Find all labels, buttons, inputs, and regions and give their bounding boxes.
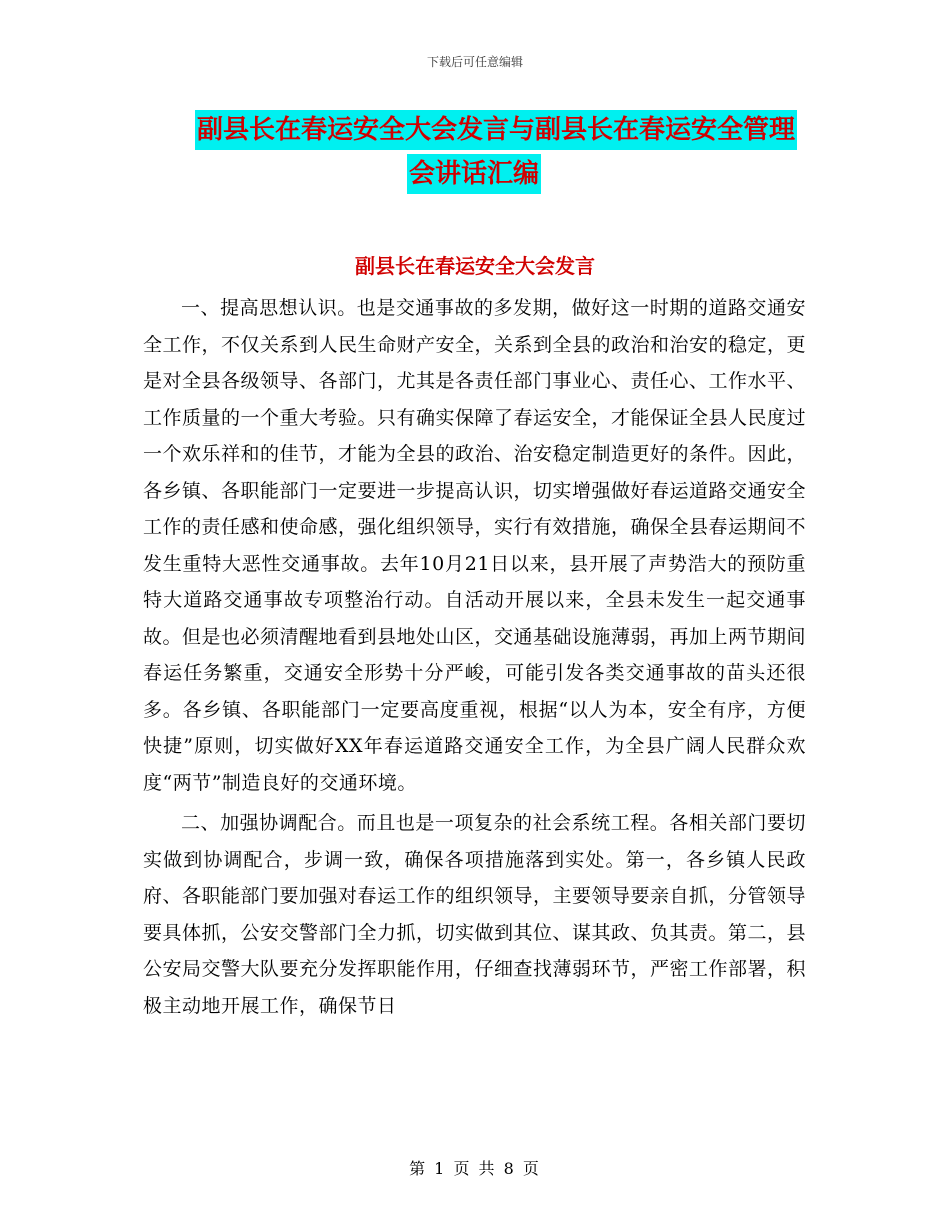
title-line-1: 副县长在春运安全大会发言与副县长在春运安全管理 (195, 110, 797, 150)
paragraph-1: 一、提高思想认识。也是交通事故的多发期，做好这一时期的道路交通安全工作，不仅关系到人民生命财产安全，关系到全县的政治和治安的稳定，更是对全县各级领导、各部门，尤其是各责任部门事业心、责任心、工作水平、工作质量的一个重大考验。只有确实保障了春运安全，才能保证全县人民度过一个欢乐祥和的佳节，才能为全县的政治、治安稳定制造更好的条件。因此，各乡镇、各职能部门一定要进一步提高认识，切实增强做好春运道路交通安全工作的责任感和使命感，强化组织领导，实行有效措施，确保全县春运期间不发生重特大恶性交通事故。去年10月21日以来，县开展了声势浩大的预防重特大道路交通事故专项整治行动。自活动开展以来，全县未发生一起交通事故。但是也必须清醒地看到县地处山区，交通基础设施薄弱，再加上两节期间春运任务繁重，交通安全形势十分严峻，可能引发各类交通事故的苗头还很多。各乡镇、各职能部门一定要高度重视，根据“以人为本，安全有序，方便快捷”原则，切实做好XX年春运道路交通安全工作，为全县广阔人民群众欢度“两节”制造良好的交通环境。 (143, 297, 807, 794)
section-title: 副县长在春运安全大会发言 (355, 254, 595, 278)
paragraph-2: 二、加强协调配合。而且也是一项复杂的社会系统工程。各相关部门要切实做到协调配合，步调一致，确保各项措施落到实处。第一，各乡镇人民政府、各职能部门要加强对春运工作的组织领导，主要领导要亲自抓，分管领导要具体抓，公安交警部门全力抓，切实做到其位、谋其政、负其责。第二，县公安局交警大队要充分发挥职能作用，仔细查找薄弱环节，严密工作部署，积极主动地开展工作，确保节日 (143, 812, 807, 1017)
header-note: 下载后可任意编辑 (426, 55, 523, 69)
document-title (195, 110, 815, 194)
title-line-2: 会讲话汇编 (407, 154, 541, 194)
document-body (143, 290, 806, 1024)
page-number-footer: 第 1 页 共 8 页 (409, 1159, 541, 1178)
